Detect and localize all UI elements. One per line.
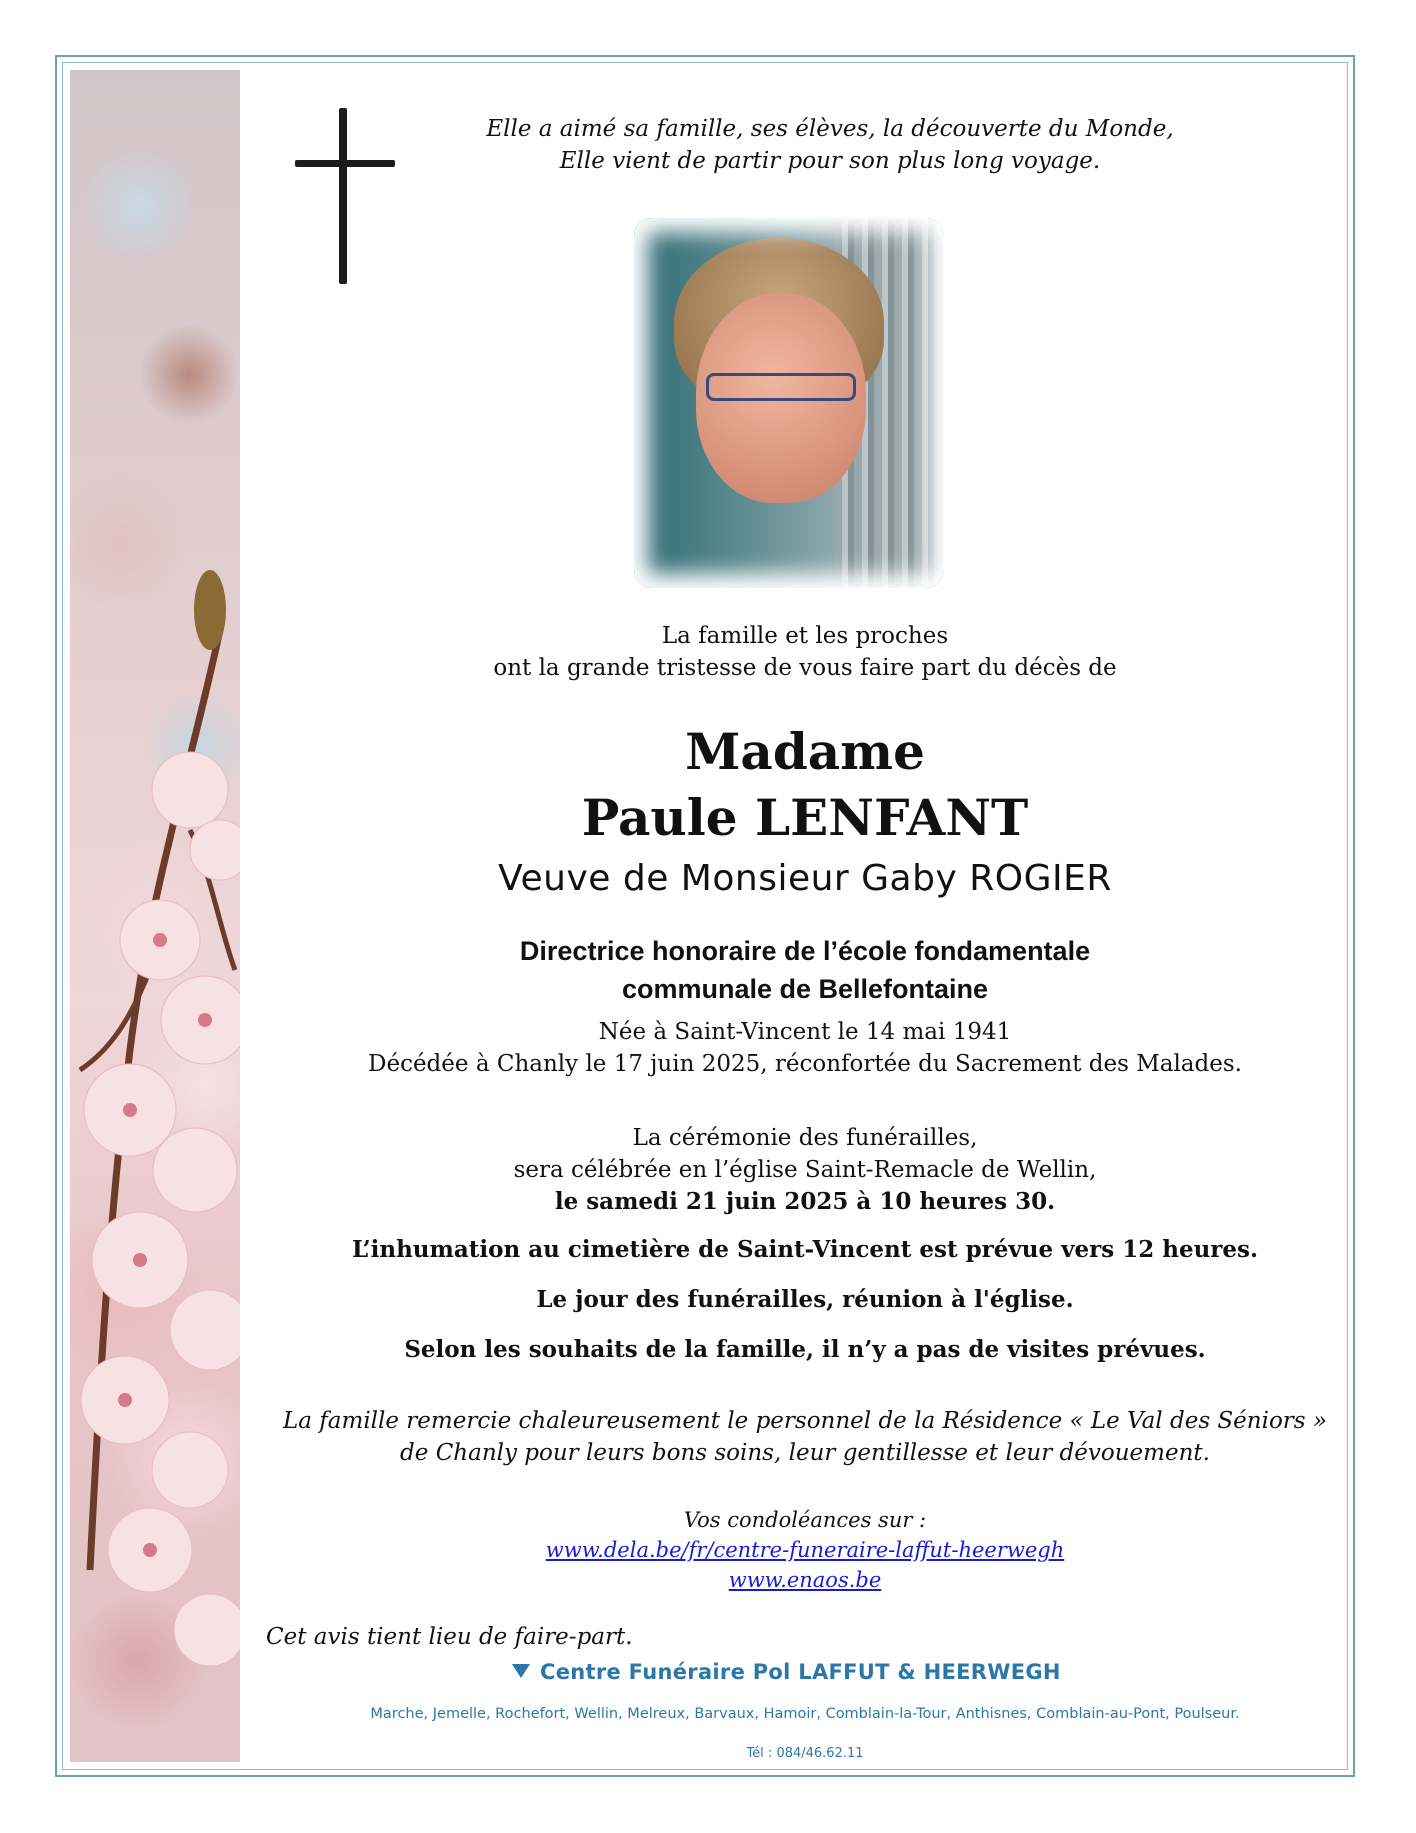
- visits-notice: Selon les souhaits de la famille, il n’y a pas de visites prévues.: [404, 1336, 1206, 1363]
- thanks-line-1: La famille remercie chaleureusement le personnel de la Résidence « Le Val des Séniors »: [282, 1408, 1327, 1434]
- death-date: Décédée à Chanly le 17 juin 2025, réconfortée du Sacrement des Malades.: [368, 1051, 1242, 1077]
- ceremony-line-2: sera célébrée en l’église Saint-Remacle de Wellin,: [513, 1157, 1097, 1183]
- opening-quote: [330, 113, 1330, 177]
- widow-of: Veuve de Monsieur Gaby ROGIER: [498, 858, 1112, 899]
- honorific: Madame: [685, 722, 925, 781]
- thanks-message: [260, 1405, 1350, 1469]
- thanks-line-2: de Chanly pour leurs bons soins, leur gentillesse et leur dévouement.: [400, 1440, 1210, 1466]
- title-line-1: Directrice honoraire de l’école fondamentale: [519, 936, 1091, 966]
- professional-title: [260, 932, 1350, 1008]
- funeral-home-phone: Tél : 084/46.62.11: [746, 1746, 864, 1761]
- condolences: [260, 1505, 1350, 1595]
- funeral-home-name: [512, 1660, 1061, 1684]
- ceremony-line-1: La cérémonie des funérailles,: [632, 1125, 978, 1151]
- ceremony-info: [260, 1122, 1350, 1218]
- intro-line-1: La famille et les proches: [661, 623, 949, 649]
- birth-death-dates: [260, 1016, 1350, 1080]
- condolences-link-enaos[interactable]: www.enaos.be: [728, 1568, 882, 1592]
- cherry-blossom-image: [70, 70, 240, 1762]
- reunion-notice: Le jour des funérailles, réunion à l'église.: [536, 1286, 1074, 1313]
- quote-line-1: Elle a aimé sa famille, ses élèves, la découverte du Monde,: [486, 116, 1174, 142]
- title-line-2: communale de Bellefontaine: [621, 974, 989, 1004]
- condolences-link-dela[interactable]: www.dela.be/fr/centre-funeraire-laffut-heerwegh: [545, 1538, 1065, 1562]
- ceremony-date: le samedi 21 juin 2025 à 10 heures 30.: [554, 1188, 1056, 1215]
- portrait-photo: [634, 218, 944, 588]
- deceased-name: Paule LENFANT: [581, 788, 1029, 847]
- announcement-intro: [260, 620, 1350, 684]
- birth-date: Née à Saint-Vincent le 14 mai 1941: [598, 1019, 1012, 1045]
- funeral-home-cities: Marche, Jemelle, Rochefort, Wellin, Melreux, Barvaux, Hamoir, Comblain-la-Tour, Anthisnes, Comblain-au-Pont, Poulseur.: [370, 1706, 1240, 1722]
- quote-line-2: Elle vient de partir pour son plus long voyage.: [559, 148, 1101, 174]
- inhumation-notice: L’inhumation au cimetière de Saint-Vincent est prévue vers 12 heures.: [351, 1236, 1259, 1263]
- triangle-down-icon: [512, 1664, 530, 1678]
- condolences-label: Vos condoléances sur :: [683, 1508, 927, 1532]
- closing-note: Cet avis tient lieu de faire-part.: [266, 1624, 633, 1650]
- intro-line-2: ont la grande tristesse de vous faire part du décès de: [493, 655, 1117, 681]
- funeral-home-label: Centre Funéraire Pol LAFFUT & HEERWEGH: [540, 1660, 1061, 1684]
